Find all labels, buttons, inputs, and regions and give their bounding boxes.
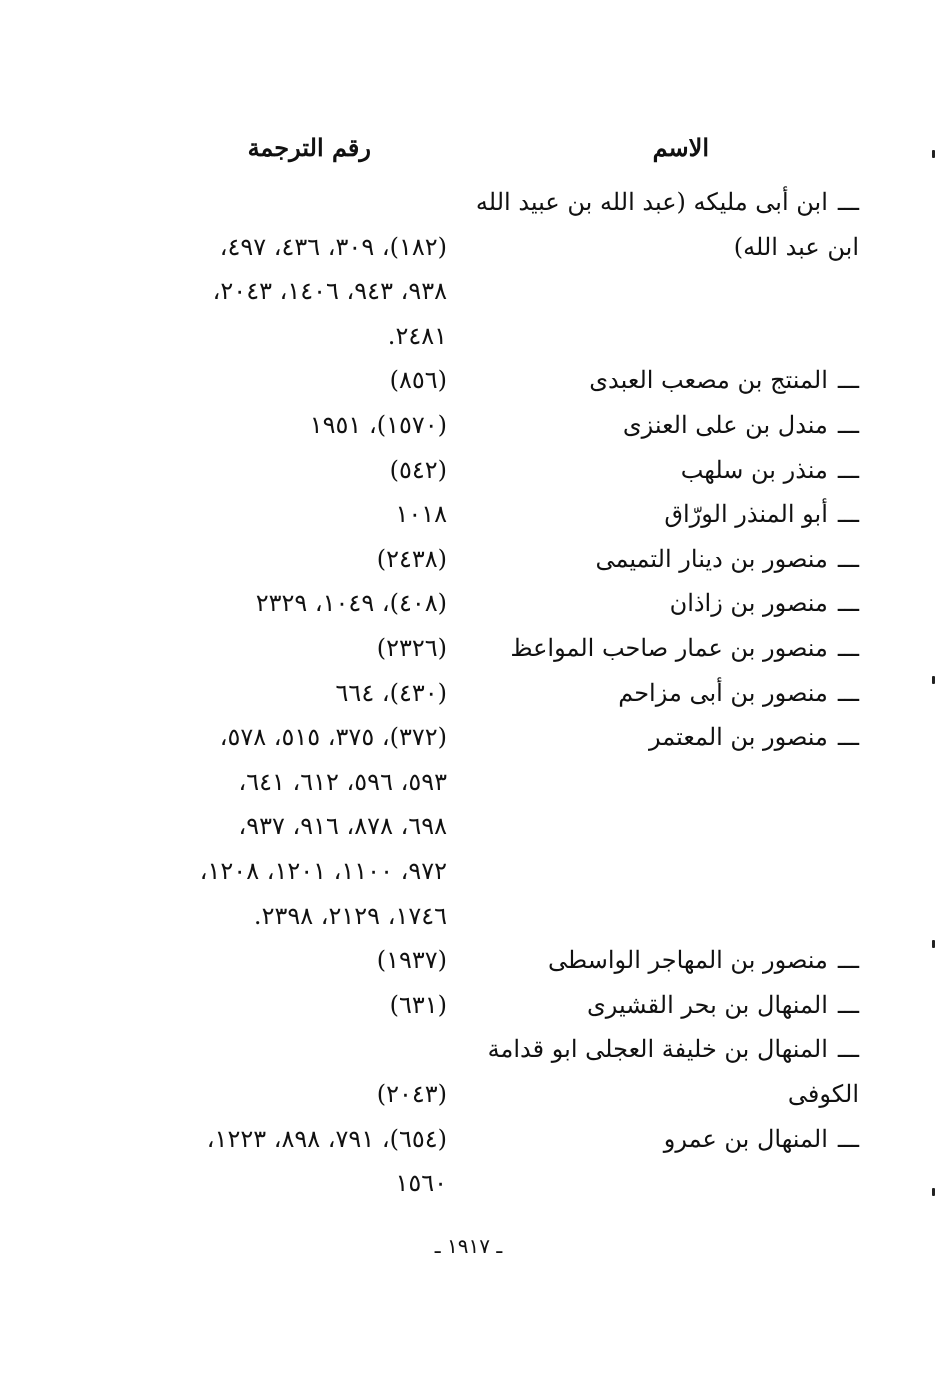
entry-number-line: (٣٧٢)، ٣٧٥، ٥١٥، ٥٧٨، [219,723,447,752]
entry-name-line: منصور بن عمار صاحب المواعظ [510,634,828,662]
entry-name [469,403,859,448]
entry-dash: ـــ [837,455,859,484]
entry-dash: ـــ [837,634,859,662]
entry-number-line: (٢٣٢٦) [376,634,447,662]
entry-name-line: ابن أبى مليكه (عبد الله بن عبيد الله [475,188,828,216]
entry-numbers [87,448,447,493]
entry-numbers [87,358,447,403]
entry-number-line: (٢٤٣٨) [376,544,447,573]
entry-dash: ـــ [837,366,859,395]
entry-number-line: ٦٩٨، ٨٧٨، ٩١٦، ٩٣٧، [238,812,447,841]
entry-dash: ـــ [837,1035,859,1064]
entry-name [469,715,859,760]
entry-number-line: (٥٤٢) [389,455,447,484]
entry-number-line: ١٧٤٦، ٢١٢٩، ٢٣٩٨. [253,901,447,930]
entry-name-line: الكوفى [787,1079,859,1108]
entry-name-line: أبو المنذر الورّاق [664,500,828,529]
entry-dash: ـــ [837,678,859,707]
entry-name-line: منصور بن زاذان [669,589,828,618]
entry-numbers [87,938,447,983]
page-number: ـ ١٩١٧ ـ [434,1234,503,1258]
margin-mark [932,1188,935,1196]
entry-numbers [87,715,447,938]
entry-dash: ـــ [837,1124,859,1153]
entry-number-line: ٥٩٣، ٥٩٦، ٦١٢، ٦٤١، [238,767,447,796]
margin-mark [932,676,935,684]
entry-numbers [87,492,447,537]
entry-number-line: (٤٠٨)، ١٠٤٩، ٢٣٢٩ [255,589,447,618]
entry-name-line: المنهال بن عمرو [663,1124,828,1153]
number-column-header: رقم الترجمة [247,133,371,162]
entry-number-line: (٢٠٤٣) [376,1079,447,1108]
entry-dash: ـــ [837,990,859,1019]
entry-number-line: (٦٣١) [389,990,447,1019]
entry-dash: ـــ [837,544,859,573]
entry-number-line [87,180,447,225]
entry-numbers [87,581,447,626]
entry-number-line: ٩٧٢، ١١٠٠، ١٢٠١، ١٢٠٨، [199,856,447,885]
entry-number-line [87,1027,447,1072]
entry-name-line: منذر بن سلهب [680,455,828,484]
entry-number-line: ١٥٦٠ [395,1169,447,1198]
entry-number-line: (٤٣٠)، ٦٦٤ [335,678,447,707]
entry-name [469,938,859,983]
entry-numbers [87,403,447,448]
entry-name [469,671,859,716]
entry-name-line: منصور بن المهاجر الواسطى [548,946,828,975]
entry-numbers [87,671,447,716]
entry-numbers [87,537,447,582]
entry-number-line: ٢٤٨١. [387,321,447,350]
entry-number-line: (١٩٣٧) [376,946,447,975]
entry-name [469,358,859,403]
entry-name [469,1117,859,1162]
entry-name-line: منصور بن دينار التميمى [595,544,828,573]
entry-name-line: منصور بن أبى مزاحم [618,678,828,707]
entry-dash: ـــ [837,411,859,439]
entry-numbers [87,1117,447,1206]
entry-name-line: المنتج بن مصعب العبدى [589,366,828,395]
entry-name [469,492,859,537]
entry-name-line: المنهال بن خليفة العجلى ابو قدامة [487,1035,828,1064]
entry-number-line: (٨٥٦) [389,366,447,395]
entry-dash: ـــ [837,946,859,975]
entry-numbers [87,626,447,671]
entry-name-line: ابن عبد الله) [733,232,859,261]
margin-mark [932,940,935,948]
entry-number-line: (١٨٢)، ٣٠٩، ٤٣٦، ٤٩٧، [219,232,447,261]
entry-name-line: المنهال بن بحر القشيرى [586,990,828,1019]
entry-number-line: ١٠١٨ [395,500,447,529]
entry-numbers [87,1027,447,1116]
entry-name-line: منصور بن المعتمر [649,723,828,752]
entry-number-line: (٦٥٤)، ٧٩١، ٨٩٨، ١٢٢٣، [206,1124,447,1153]
entry-number-line: ٩٣٨، ٩٤٣، ١٤٠٦، ٢٠٤٣، [212,277,447,306]
entry-name [469,180,859,269]
name-column-header: الاسم [652,133,709,162]
entry-name [469,983,859,1028]
entry-name [469,626,859,671]
entry-dash: ـــ [837,589,859,618]
entry-name [469,537,859,582]
entry-name-line: مندل بن على العنزى [622,411,828,439]
entry-numbers [87,983,447,1028]
entry-name [469,1027,859,1116]
entry-dash: ـــ [837,500,859,529]
entry-numbers [87,180,447,358]
entry-name [469,581,859,626]
entry-number-line: (١٥٧٠)، ١٩٥١ [309,411,447,439]
entry-dash: ـــ [837,723,859,752]
margin-mark [932,150,935,158]
entry-dash: ـــ [837,188,859,216]
entry-name [469,448,859,493]
